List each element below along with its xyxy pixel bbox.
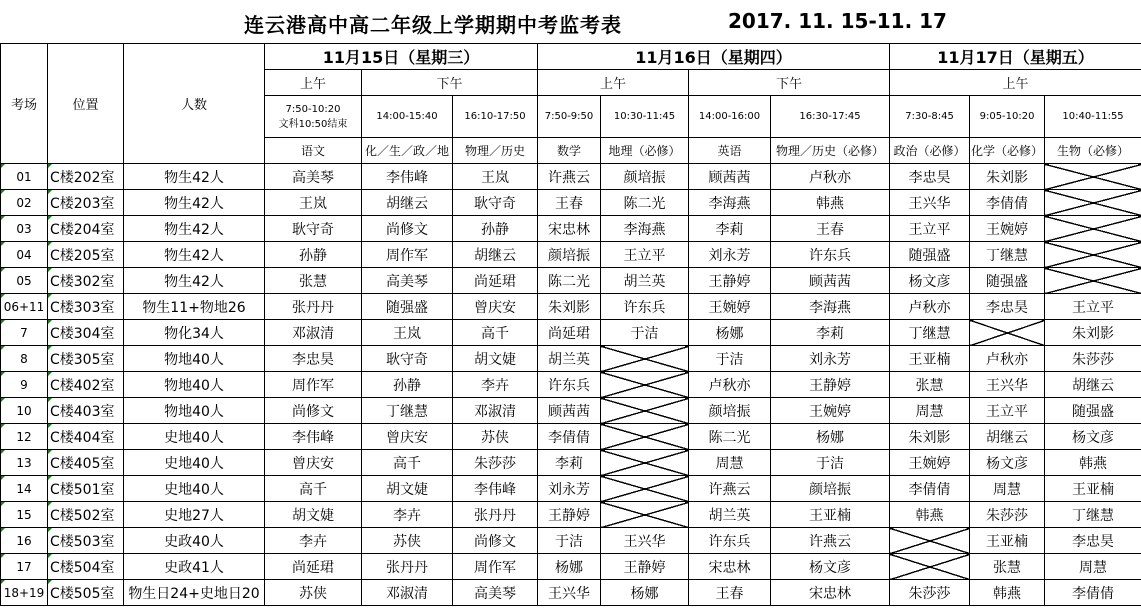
- table-row: [1, 580, 1141, 606]
- invigilator-cell: 王岚: [362, 320, 453, 346]
- room-location: C楼405室: [48, 450, 124, 476]
- invigilator-cell: 朱莎莎: [453, 450, 538, 476]
- invigilator-cell: 周慧: [1045, 554, 1141, 580]
- invigilator-cell: 杨文彦: [970, 450, 1045, 476]
- room-number: 10: [1, 398, 48, 424]
- invigilator-cell: 王亚楠: [771, 502, 890, 528]
- invigilator-cell: 王亚楠: [970, 528, 1045, 554]
- subject-label: 化／生／政／地: [362, 138, 453, 164]
- table-row: [1, 242, 1141, 268]
- crossed-cell: [601, 476, 689, 502]
- room-location: C楼302室: [48, 268, 124, 294]
- invigilator-cell: 高美琴: [265, 164, 362, 190]
- table-row: [1, 164, 1141, 190]
- invigilator-cell: 高千: [453, 320, 538, 346]
- invigilator-cell: 陈二光: [601, 190, 689, 216]
- invigilator-cell: 韩燕: [890, 502, 970, 528]
- invigilator-cell: 张慧: [970, 554, 1045, 580]
- time-slot: 10:40-11:55: [1045, 96, 1141, 138]
- crossed-cell: [601, 372, 689, 398]
- invigilator-cell: 李倩倩: [1045, 580, 1141, 606]
- invigilator-cell: 李卉: [265, 528, 362, 554]
- invigilator-cell: 张丹丹: [362, 554, 453, 580]
- invigilator-cell: 杨娜: [771, 424, 890, 450]
- invigilator-cell: 杨娜: [601, 580, 689, 606]
- day1-am: 上午: [265, 70, 362, 96]
- invigilator-cell: 王春: [771, 216, 890, 242]
- invigilator-cell: 张丹丹: [265, 294, 362, 320]
- invigilator-cell: 颜培振: [771, 476, 890, 502]
- crossed-cell: [890, 554, 970, 580]
- invigilator-cell: 卢秋亦: [890, 294, 970, 320]
- invigilator-cell: 王静婷: [689, 268, 771, 294]
- invigilator-cell: 耿守奇: [362, 346, 453, 372]
- invigilator-cell: 王婉婷: [970, 216, 1045, 242]
- invigilator-cell: 丁继慧: [890, 320, 970, 346]
- invigilator-cell: 李卉: [453, 372, 538, 398]
- invigilator-cell: 王立平: [601, 242, 689, 268]
- room-location: C楼403室: [48, 398, 124, 424]
- invigilator-cell: 高千: [265, 476, 362, 502]
- student-count: 物生11+物地26: [124, 294, 265, 320]
- time-slot: 7:50-9:50: [538, 96, 601, 138]
- invigilator-cell: 杨文彦: [1045, 424, 1141, 450]
- crossed-cell: [1045, 242, 1141, 268]
- invigilator-cell: 刘永芳: [771, 346, 890, 372]
- invigilator-cell: 胡兰英: [689, 502, 771, 528]
- subject-label: 物理／历史（必修）: [771, 138, 890, 164]
- invigilator-cell: 高千: [362, 450, 453, 476]
- room-location: C楼504室: [48, 554, 124, 580]
- invigilator-cell: 尚修文: [265, 398, 362, 424]
- invigilator-cell: 苏侠: [362, 528, 453, 554]
- invigilator-cell: 王岚: [265, 190, 362, 216]
- invigilator-cell: 李忠昊: [1045, 528, 1141, 554]
- room-location: C楼502室: [48, 502, 124, 528]
- invigilator-cell: 王静婷: [538, 502, 601, 528]
- crossed-cell: [601, 398, 689, 424]
- invigilator-cell: 许东兵: [689, 528, 771, 554]
- invigilator-cell: 李伟峰: [453, 476, 538, 502]
- room-location: C楼404室: [48, 424, 124, 450]
- invigilator-cell: 曾庆安: [362, 424, 453, 450]
- invigilator-cell: 宋忠林: [771, 580, 890, 606]
- student-count: 物生日24+史地日20: [124, 580, 265, 606]
- subject-label: 物理／历史: [453, 138, 538, 164]
- room-number: 7: [1, 320, 48, 346]
- invigilator-cell: 王立平: [970, 398, 1045, 424]
- invigilator-cell: 王立平: [1045, 294, 1141, 320]
- invigilator-cell: 颜培振: [538, 242, 601, 268]
- room-number: 13: [1, 450, 48, 476]
- room-number: 01: [1, 164, 48, 190]
- day2-pm: 下午: [689, 70, 890, 96]
- invigilator-cell: 宋忠林: [538, 216, 601, 242]
- invigilator-cell: 胡文婕: [453, 346, 538, 372]
- invigilator-cell: 许东兵: [771, 242, 890, 268]
- invigilator-cell: 李伟峰: [265, 424, 362, 450]
- student-count: 史政40人: [124, 528, 265, 554]
- student-count: 物生42人: [124, 268, 265, 294]
- invigilator-cell: 卢秋亦: [970, 346, 1045, 372]
- student-count: 物地40人: [124, 398, 265, 424]
- day3-am: 上午: [890, 70, 1141, 96]
- invigilator-cell: 王婉婷: [771, 398, 890, 424]
- room-location: C楼305室: [48, 346, 124, 372]
- invigilator-cell: 于洁: [771, 450, 890, 476]
- room-number: 18+19: [1, 580, 48, 606]
- crossed-cell: [601, 502, 689, 528]
- invigilator-cell: 顾茜茜: [689, 164, 771, 190]
- invigilator-cell: 李海燕: [771, 294, 890, 320]
- table-row: [1, 398, 1141, 424]
- date-range: 2017. 11. 15-11. 17: [728, 9, 947, 33]
- subject-label: 英语: [689, 138, 771, 164]
- invigilator-cell: 杨文彦: [890, 268, 970, 294]
- invigilator-cell: 颜培振: [601, 164, 689, 190]
- invigilator-cell: 胡兰英: [538, 346, 601, 372]
- table-row: [1, 424, 1141, 450]
- invigilator-cell: 许燕云: [771, 528, 890, 554]
- student-count: 物生42人: [124, 190, 265, 216]
- invigilator-cell: 随强盛: [1045, 398, 1141, 424]
- invigilator-cell: 周慧: [689, 450, 771, 476]
- invigilator-cell: 陈二光: [538, 268, 601, 294]
- invigilator-cell: 朱刘影: [538, 294, 601, 320]
- time-slot: 7:50-10:20 文科10:50结束: [265, 96, 362, 138]
- invigilator-cell: 朱刘影: [970, 164, 1045, 190]
- invigilator-cell: 胡继云: [453, 242, 538, 268]
- invigilator-cell: 杨娜: [538, 554, 601, 580]
- invigilator-cell: 胡兰英: [601, 268, 689, 294]
- invigilator-cell: 顾茜茜: [538, 398, 601, 424]
- invigilator-cell: 尚修文: [453, 528, 538, 554]
- room-location: C楼505室: [48, 580, 124, 606]
- header-day-2: 11月16日（星期四）: [538, 44, 890, 70]
- invigilator-cell: 李莉: [538, 450, 601, 476]
- invigilator-cell: 李莉: [689, 216, 771, 242]
- document-header: [0, 0, 1141, 43]
- room-number: 8: [1, 346, 48, 372]
- invigilator-cell: 颜培振: [689, 398, 771, 424]
- invigilator-cell: 孙静: [265, 242, 362, 268]
- time-slot: 9:05-10:20: [970, 96, 1045, 138]
- invigilator-cell: 张慧: [265, 268, 362, 294]
- table-row: [1, 450, 1141, 476]
- invigilator-cell: 邓淑清: [362, 580, 453, 606]
- invigilator-cell: 王兴华: [601, 528, 689, 554]
- day1-pm: 下午: [362, 70, 538, 96]
- room-location: C楼501室: [48, 476, 124, 502]
- table-row: [1, 372, 1141, 398]
- room-location: C楼203室: [48, 190, 124, 216]
- invigilator-cell: 于洁: [689, 346, 771, 372]
- invigilator-cell: 丁继慧: [362, 398, 453, 424]
- table-row: [1, 190, 1141, 216]
- room-location: C楼304室: [48, 320, 124, 346]
- invigilator-cell: 李忠昊: [890, 164, 970, 190]
- header-room: 考场: [1, 44, 48, 164]
- invigilator-cell: 陈二光: [689, 424, 771, 450]
- invigilation-table: [0, 43, 1141, 606]
- room-number: 02: [1, 190, 48, 216]
- subject-label: 数学: [538, 138, 601, 164]
- table-body: [1, 164, 1141, 606]
- invigilator-cell: 王兴华: [890, 190, 970, 216]
- crossed-cell: [1045, 216, 1141, 242]
- invigilator-cell: 尚延珺: [265, 554, 362, 580]
- invigilator-cell: 耿守奇: [265, 216, 362, 242]
- invigilator-cell: 朱莎莎: [970, 502, 1045, 528]
- student-count: 史地40人: [124, 476, 265, 502]
- room-number: 17: [1, 554, 48, 580]
- invigilator-cell: 韩燕: [1045, 450, 1141, 476]
- invigilator-cell: 张慧: [890, 372, 970, 398]
- room-location: C楼202室: [48, 164, 124, 190]
- student-count: 物生42人: [124, 216, 265, 242]
- invigilator-cell: 许燕云: [689, 476, 771, 502]
- invigilator-cell: 随强盛: [362, 294, 453, 320]
- invigilator-cell: 朱莎莎: [1045, 346, 1141, 372]
- invigilator-cell: 邓淑清: [265, 320, 362, 346]
- student-count: 物生42人: [124, 164, 265, 190]
- student-count: 史地40人: [124, 424, 265, 450]
- table-row: [1, 502, 1141, 528]
- invigilator-cell: 许东兵: [538, 372, 601, 398]
- header-day-3: 11月17日（星期五）: [890, 44, 1141, 70]
- room-number: 9: [1, 372, 48, 398]
- invigilator-cell: 李伟峰: [362, 164, 453, 190]
- crossed-cell: [601, 346, 689, 372]
- invigilator-cell: 王静婷: [771, 372, 890, 398]
- invigilator-cell: 李海燕: [601, 216, 689, 242]
- invigilator-cell: 王婉婷: [689, 294, 771, 320]
- invigilator-cell: 尚延珺: [453, 268, 538, 294]
- room-number: 05: [1, 268, 48, 294]
- invigilator-cell: 卢秋亦: [689, 372, 771, 398]
- invigilator-cell: 杨娜: [689, 320, 771, 346]
- subject-label: 政治（必修）: [890, 138, 970, 164]
- header-day-1: 11月15日（星期三）: [265, 44, 538, 70]
- room-location: C楼205室: [48, 242, 124, 268]
- invigilator-cell: 顾茜茜: [771, 268, 890, 294]
- invigilator-cell: 尚修文: [362, 216, 453, 242]
- invigilator-cell: 高美琴: [453, 580, 538, 606]
- time-slot: 14:00-16:00: [689, 96, 771, 138]
- invigilator-cell: 韩燕: [771, 190, 890, 216]
- invigilator-cell: 许燕云: [538, 164, 601, 190]
- invigilator-cell: 刘永芳: [538, 476, 601, 502]
- invigilator-cell: 李莉: [771, 320, 890, 346]
- invigilator-cell: 周作军: [453, 554, 538, 580]
- room-location: C楼204室: [48, 216, 124, 242]
- invigilator-cell: 李卉: [362, 502, 453, 528]
- crossed-cell: [601, 424, 689, 450]
- invigilator-cell: 李海燕: [689, 190, 771, 216]
- invigilator-cell: 高美琴: [362, 268, 453, 294]
- table-row: [1, 346, 1141, 372]
- invigilator-cell: 许东兵: [601, 294, 689, 320]
- invigilator-cell: 李倩倩: [970, 190, 1045, 216]
- invigilator-cell: 尚延珺: [538, 320, 601, 346]
- invigilator-cell: 王立平: [890, 216, 970, 242]
- invigilator-cell: 于洁: [538, 528, 601, 554]
- table-row: [1, 554, 1141, 580]
- invigilator-cell: 胡继云: [970, 424, 1045, 450]
- student-count: 物地40人: [124, 346, 265, 372]
- time-slot: 16:30-17:45: [771, 96, 890, 138]
- crossed-cell: [1045, 164, 1141, 190]
- invigilator-cell: 宋忠林: [689, 554, 771, 580]
- invigilator-cell: 孙静: [362, 372, 453, 398]
- table-row: [1, 294, 1141, 320]
- invigilator-cell: 苏侠: [453, 424, 538, 450]
- crossed-cell: [890, 528, 970, 554]
- invigilator-cell: 李忠昊: [265, 346, 362, 372]
- subject-label: 地理（必修）: [601, 138, 689, 164]
- document-title: 连云港高中高二年级上学期期中考监考表: [244, 13, 622, 37]
- invigilator-cell: 朱刘影: [1045, 320, 1141, 346]
- invigilator-cell: 刘永芳: [689, 242, 771, 268]
- table-row: [1, 268, 1141, 294]
- room-number: 04: [1, 242, 48, 268]
- invigilator-cell: 王静婷: [601, 554, 689, 580]
- room-location: C楼303室: [48, 294, 124, 320]
- invigilator-cell: 朱刘影: [890, 424, 970, 450]
- invigilator-cell: 李倩倩: [890, 476, 970, 502]
- invigilator-cell: 朱莎莎: [890, 580, 970, 606]
- invigilator-cell: 周作军: [265, 372, 362, 398]
- subject-label: 语文: [265, 138, 362, 164]
- student-count: 史地27人: [124, 502, 265, 528]
- invigilator-cell: 胡继云: [362, 190, 453, 216]
- invigilator-cell: 于洁: [601, 320, 689, 346]
- invigilator-cell: 王春: [538, 190, 601, 216]
- invigilator-cell: 曾庆安: [453, 294, 538, 320]
- student-count: 史地40人: [124, 450, 265, 476]
- invigilator-cell: 王兴华: [538, 580, 601, 606]
- student-count: 史政41人: [124, 554, 265, 580]
- room-number: 14: [1, 476, 48, 502]
- room-location: C楼503室: [48, 528, 124, 554]
- invigilator-cell: 邓淑清: [453, 398, 538, 424]
- table-row: [1, 216, 1141, 242]
- header-count: 人数: [124, 44, 265, 164]
- room-number: 16: [1, 528, 48, 554]
- invigilator-cell: 王岚: [453, 164, 538, 190]
- invigilator-cell: 曾庆安: [265, 450, 362, 476]
- header-location: 位置: [48, 44, 124, 164]
- invigilator-cell: 周慧: [890, 398, 970, 424]
- day2-am: 上午: [538, 70, 689, 96]
- crossed-cell: [601, 450, 689, 476]
- time-slot: 7:30-8:45: [890, 96, 970, 138]
- invigilator-cell: 丁继慧: [1045, 502, 1141, 528]
- invigilator-cell: 李忠昊: [970, 294, 1045, 320]
- table-row: [1, 528, 1141, 554]
- invigilator-cell: 胡文婕: [265, 502, 362, 528]
- invigilator-cell: 苏侠: [265, 580, 362, 606]
- student-count: 物生42人: [124, 242, 265, 268]
- invigilator-cell: 随强盛: [890, 242, 970, 268]
- time-slot: 16:10-17:50: [453, 96, 538, 138]
- crossed-cell: [1045, 190, 1141, 216]
- student-count: 物化34人: [124, 320, 265, 346]
- room-number: 06+11: [1, 294, 48, 320]
- crossed-cell: [1045, 268, 1141, 294]
- room-number: 03: [1, 216, 48, 242]
- invigilator-cell: 随强盛: [970, 268, 1045, 294]
- room-number: 15: [1, 502, 48, 528]
- invigilator-cell: 丁继慧: [970, 242, 1045, 268]
- time-slot: 10:30-11:45: [601, 96, 689, 138]
- invigilator-cell: 王亚楠: [1045, 476, 1141, 502]
- crossed-cell: [970, 320, 1045, 346]
- invigilator-cell: 孙静: [453, 216, 538, 242]
- invigilator-cell: 王亚楠: [890, 346, 970, 372]
- invigilator-cell: 卢秋亦: [771, 164, 890, 190]
- invigilator-cell: 张丹丹: [453, 502, 538, 528]
- invigilator-cell: 周作军: [362, 242, 453, 268]
- room-number: 12: [1, 424, 48, 450]
- time-slot: 14:00-15:40: [362, 96, 453, 138]
- invigilator-cell: 韩燕: [970, 580, 1045, 606]
- invigilator-cell: 杨文彦: [771, 554, 890, 580]
- invigilator-cell: 王婉婷: [890, 450, 970, 476]
- student-count: 物地40人: [124, 372, 265, 398]
- invigilator-cell: 胡文婕: [362, 476, 453, 502]
- invigilator-cell: 李倩倩: [538, 424, 601, 450]
- invigilator-cell: 胡继云: [1045, 372, 1141, 398]
- table-row: [1, 320, 1141, 346]
- invigilator-cell: 王兴华: [970, 372, 1045, 398]
- invigilator-cell: 耿守奇: [453, 190, 538, 216]
- table-row: [1, 476, 1141, 502]
- room-location: C楼402室: [48, 372, 124, 398]
- invigilator-cell: 周慧: [970, 476, 1045, 502]
- invigilator-cell: 王春: [689, 580, 771, 606]
- subject-label: 化学（必修）: [970, 138, 1045, 164]
- subject-label: 生物（必修）: [1045, 138, 1141, 164]
